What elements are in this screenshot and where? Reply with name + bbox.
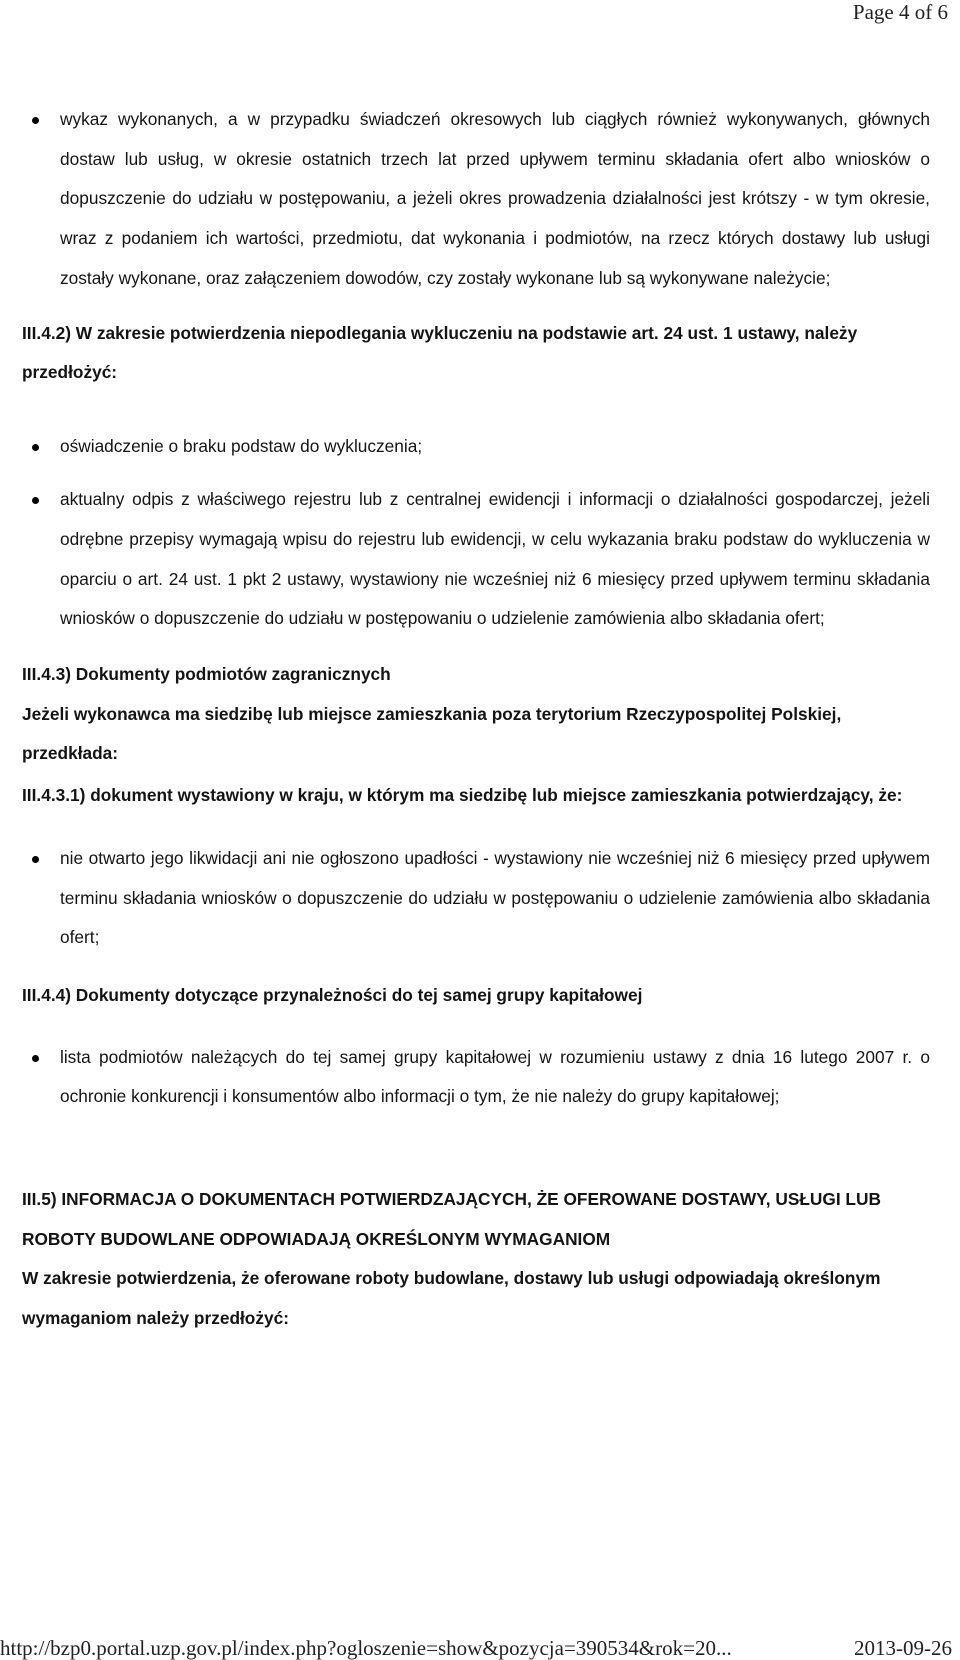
bullet-icon [32, 444, 39, 451]
section-heading-iii-5: III.5) INFORMACJA O DOKUMENTACH POTWIERDZAJĄCYCH, ŻE OFEROWANE DOSTAWY, USŁUGI LUB ROBOTY BUDOWLANE ODPOWIADAJĄ OKREŚLONYM WYMAGANIOM [22, 1189, 881, 1249]
bullet-icon [32, 497, 39, 504]
section-heading-iii-4-4: III.4.4) Dokumenty dotyczące przynależności do tej samej grupy kapitałowej [22, 985, 643, 1006]
bullet-icon [32, 1055, 39, 1062]
list-item-text: oświadczenie o braku podstaw do wykluczenia; [60, 435, 423, 456]
footer-url: http://bzp0.portal.uzp.gov.pl/index.php?ogloszenie=show&pozycja=390534&rok=20... [0, 1636, 732, 1660]
bullet-icon [32, 117, 39, 124]
footer-date: 2013-09-26 [854, 1636, 952, 1660]
list-item-text: aktualny odpis z właściwego rejestru lub z centralnej ewidencji i informacji o działalności gospodarczej, jeżeli odrębne przepisy wymagają wpisu do rejestru lub ewidencji, w celu wykazania braku podstaw do wykluczenia w oparciu o art. 24 ust. 1 pkt 2 ustawy, wystawiony nie wcześniej niż 6 miesięcy przed upływem terminu składania wniosków o dopuszczenie do udziału w postępowaniu o udzielenie zamówienia albo składania ofert; [60, 489, 930, 629]
list-item-register-extract [22, 480, 930, 639]
list-item-no-liquidation [22, 839, 930, 958]
list-item-work-list [22, 100, 930, 299]
list-item-text: nie otwarto jego likwidacji ani nie ogłoszono upadłości - wystawiony nie wcześniej niż 6 miesięcy przed upływem terminu składania wniosków o dopuszczenie do udziału w postępowaniu o udzielenie zamówienia albo składania ofert; [60, 848, 930, 948]
section-heading-iii-4-2: III.4.2) W zakresie potwierdzenia niepodlegania wykluczeniu na podstawie art. 24 ust. 1 ustawy, należy przedłożyć: [22, 322, 858, 383]
bullet-icon [32, 856, 39, 863]
section-heading-iii-4-3: III.4.3) Dokumenty podmiotów zagranicznych [22, 664, 391, 685]
document-body [22, 100, 930, 1338]
page-number: Page 4 of 6 [852, 0, 948, 24]
section-heading-iii-4-3-1: III.4.3.1) dokument wystawiony w kraju, w którym ma siedzibę lub miejsce zamieszkania potwierdzający, że: [22, 784, 903, 805]
requirements-intro: W zakresie potwierdzenia, że oferowane roboty budowlane, dostawy lub usługi odpowiadają określonym wymaganiom należy przedłożyć: [22, 1268, 881, 1328]
list-item-declaration [22, 427, 930, 467]
list-item-text: lista podmiotów należących do tej samej grupy kapitałowej w rozumieniu ustawy z dnia 16 lutego 2007 r. o ochronie konkurencji i konsumentów albo informacji o tym, że nie należy do grupy kapitałowej; [60, 1046, 930, 1107]
foreign-contractor-intro: Jeżeli wykonawca ma siedzibę lub miejsce zamieszkania poza terytorium Rzeczypospolitej Polskiej, przedkłada: [22, 703, 842, 764]
list-item-text: wykaz wykonanych, a w przypadku świadczeń okresowych lub ciągłych również wykonywanych, głównych dostaw lub usług, w okresie ostatnich trzech lat przed upływem terminu składania ofert albo wniosków o dopuszczenie do udziału w postępowaniu, a jeżeli okres prowadzenia działalności jest krótszy - w tym okresie, wraz z podaniem ich wartości, przedmiotu, dat wykonania i podmiotów, na rzecz których dostawy lub usługi zostały wykonane, oraz załączeniem dowodów, czy zostały wykonane lub są wykonywane należycie; [60, 109, 930, 288]
list-item-capital-group [22, 1038, 930, 1117]
